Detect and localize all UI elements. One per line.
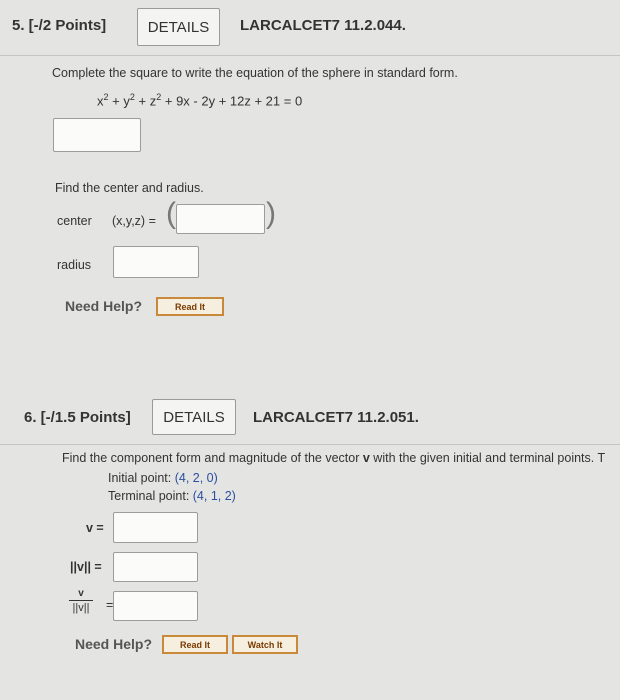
unit-vector-fraction: v ||v|| xyxy=(69,588,93,614)
unit-vector-equals: = xyxy=(106,598,114,612)
need-help-label-q5: Need Help? xyxy=(65,298,143,314)
divider xyxy=(0,55,620,56)
open-paren: ( xyxy=(166,197,176,230)
center-answer-box[interactable] xyxy=(176,204,265,234)
sphere-equation: $x^2 + y^2 + z^2 + 9x - 2y + 12z + 21 = 0$ xyxy=(97,92,303,109)
center-variable-label: (x,y,z) = xyxy=(112,214,156,228)
radius-label: radius xyxy=(57,258,92,272)
q5-prompt: Complete the square to write the equation of the sphere in standard form. xyxy=(52,66,458,80)
read-it-button-q5[interactable]: Read It xyxy=(156,297,224,316)
vector-component-answer-box[interactable] xyxy=(113,512,198,543)
magnitude-label: ||v|| = xyxy=(70,560,102,574)
need-help-label-q6: Need Help? xyxy=(75,636,153,652)
q5-sub-prompt: Find the center and radius. xyxy=(55,181,204,195)
standard-form-answer-box[interactable] xyxy=(53,118,141,152)
watch-it-button-q6[interactable]: Watch It xyxy=(232,635,298,654)
question-6-header: 6. [-/1.5 Points] xyxy=(24,409,131,426)
divider xyxy=(0,444,620,445)
magnitude-answer-box[interactable] xyxy=(113,552,198,582)
center-label: center xyxy=(57,214,92,228)
question-5-header: 5. [-/2 Points] xyxy=(12,17,107,34)
details-button-q5[interactable]: DETAILS xyxy=(137,8,220,46)
initial-point: Initial point: (4, 2, 0) xyxy=(108,471,218,485)
radius-answer-box[interactable] xyxy=(113,246,199,278)
terminal-point: Terminal point: (4, 1, 2) xyxy=(108,489,236,503)
details-button-q6[interactable]: DETAILS xyxy=(152,399,236,435)
vector-v-label: v = xyxy=(86,521,104,535)
question-6-reference: LARCALCET7 11.2.051. xyxy=(253,409,419,426)
read-it-button-q6[interactable]: Read It xyxy=(162,635,228,654)
question-5-reference: LARCALCET7 11.2.044. xyxy=(240,17,406,34)
unit-vector-answer-box[interactable] xyxy=(113,591,198,621)
q6-prompt: Find the component form and magnitude of the vector v with the given initial and terminal points. T xyxy=(62,451,606,465)
close-paren: ) xyxy=(266,197,276,230)
